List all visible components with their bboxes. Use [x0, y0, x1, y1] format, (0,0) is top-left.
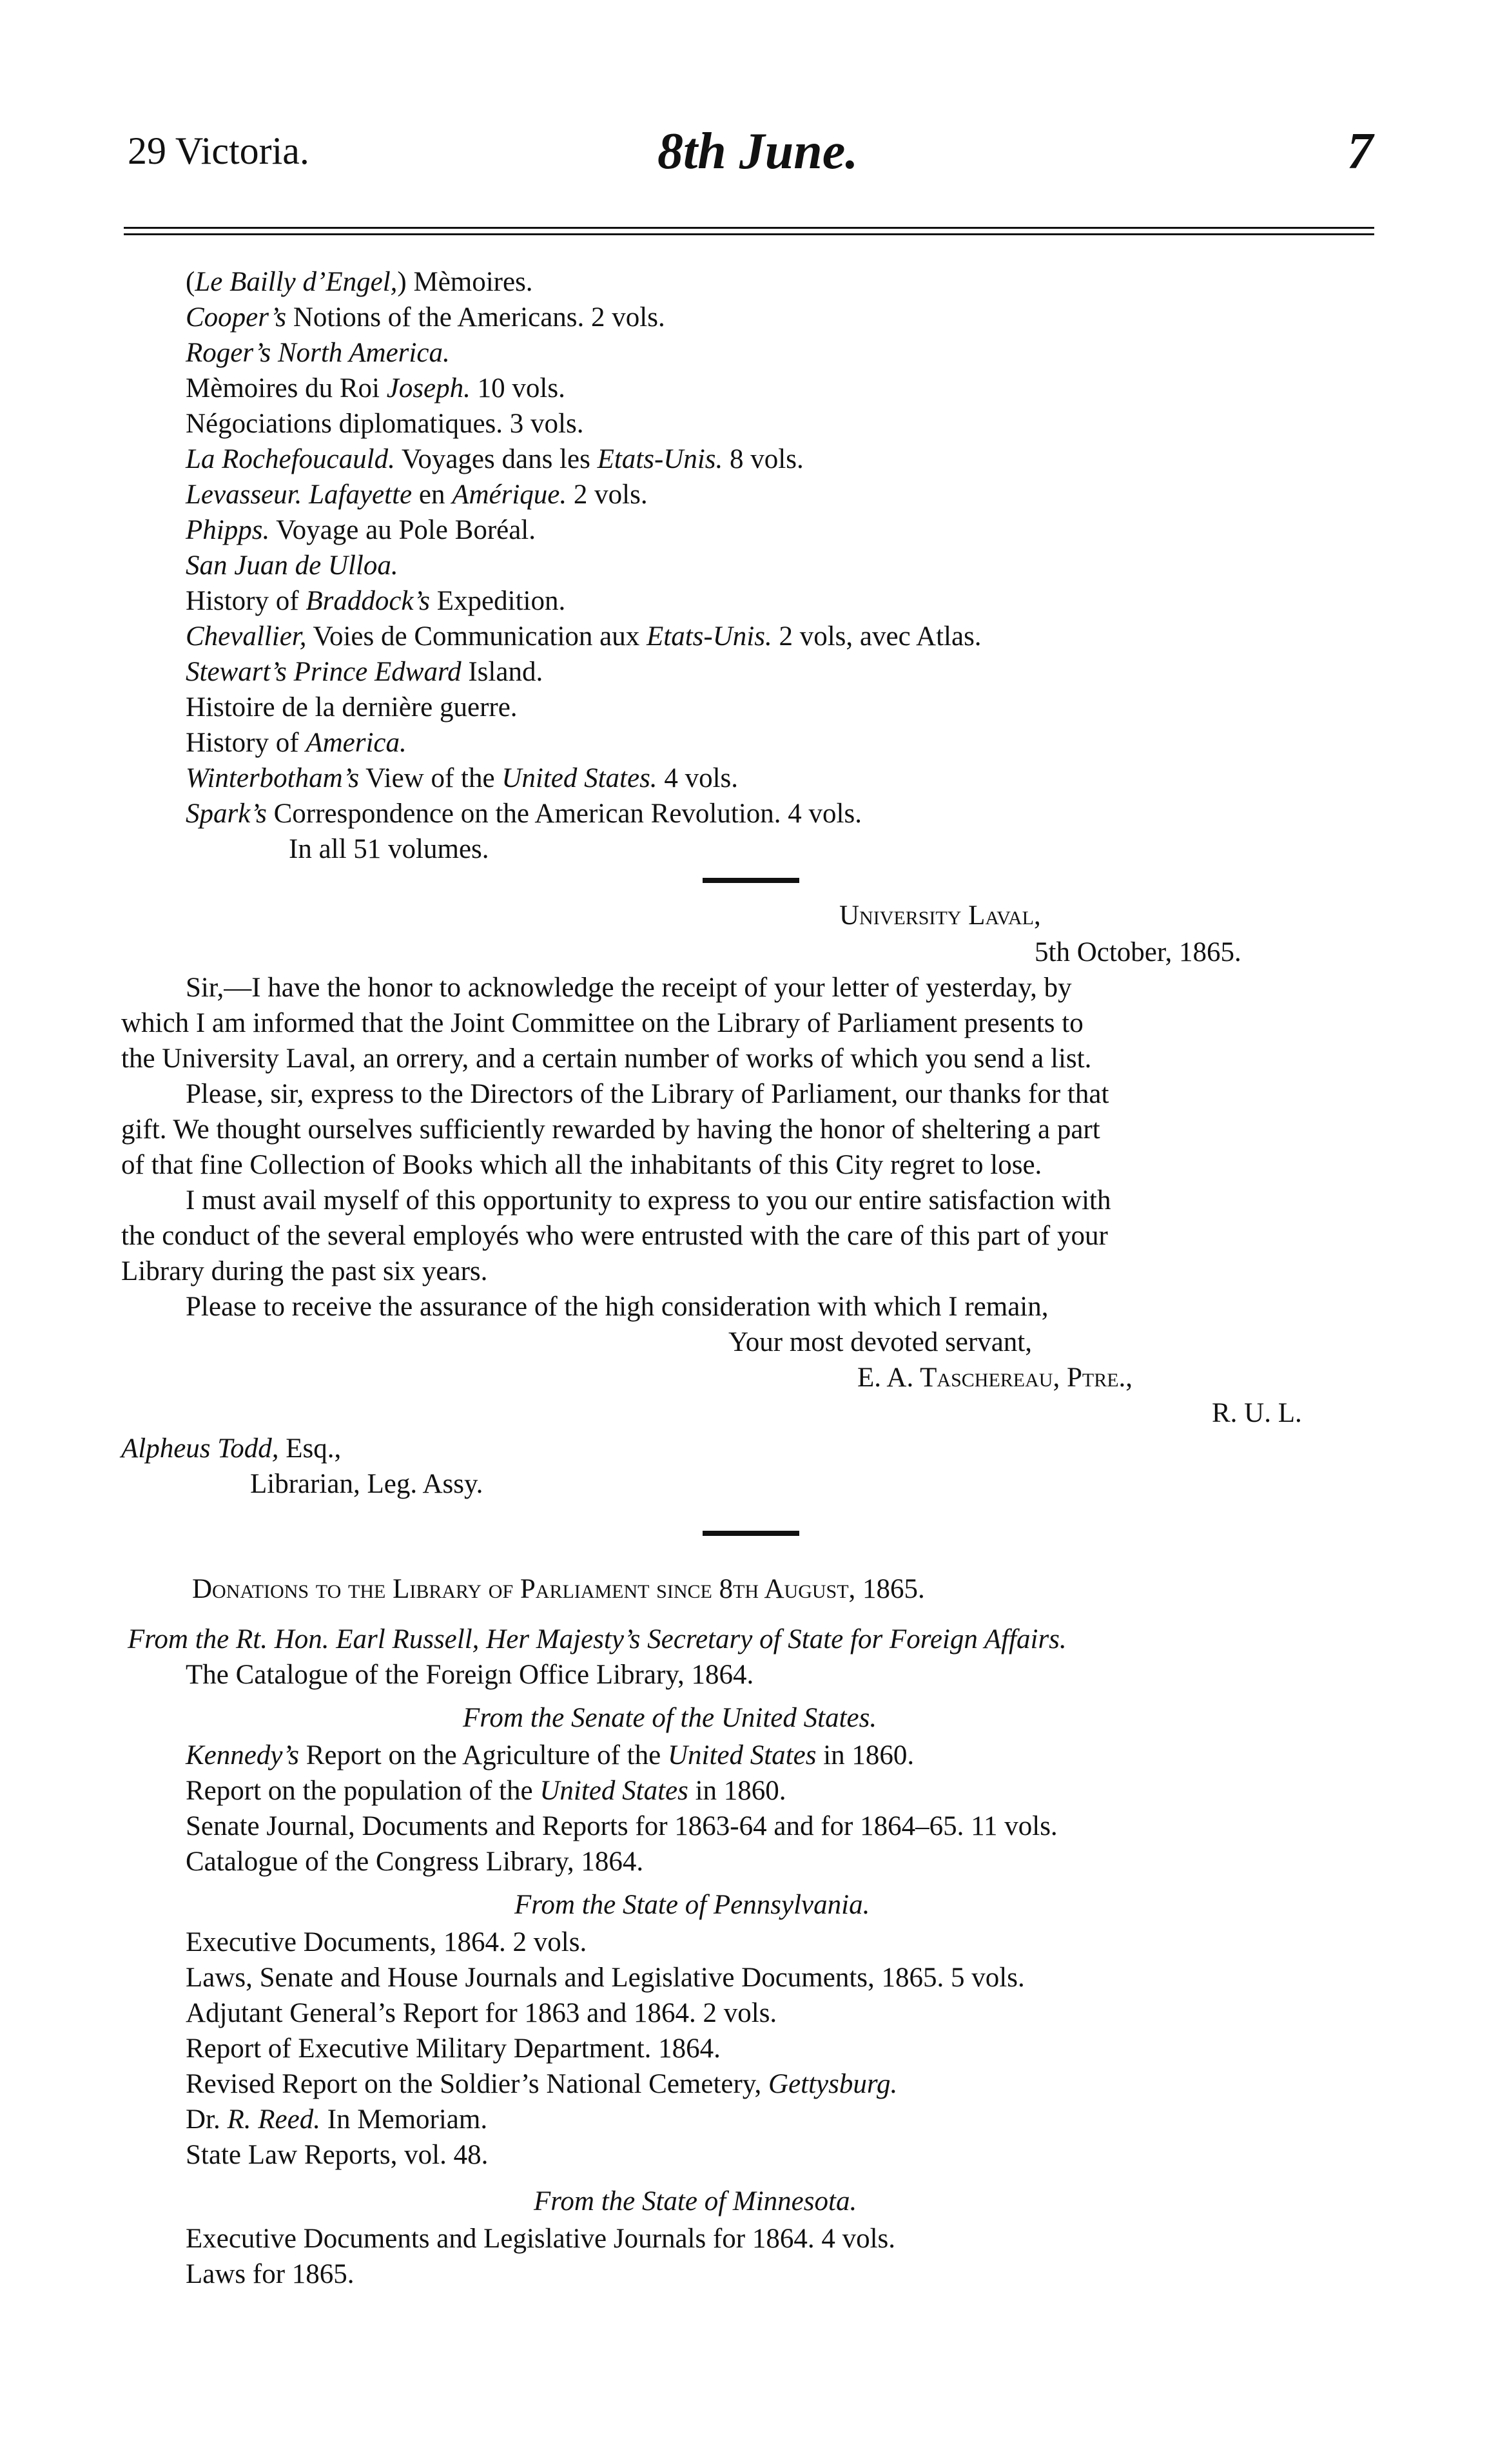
list-item: Roger’s North America.	[186, 338, 450, 368]
donation-item: State Law Reports, vol. 48.	[186, 2140, 489, 2170]
letter-line: Please, sir, express to the Directors of the Library of Parliament, our thanks for that	[186, 1079, 1109, 1109]
donation-item: Senate Journal, Documents and Reports for 1863-64 and for 1864–65. 11 vols.	[186, 1811, 1058, 1841]
letter-line: gift. We thought ourselves sufficiently rewarded by having the honor of sheltering a part	[121, 1114, 1100, 1145]
list-item: Histoire de la dernière guerre.	[186, 692, 518, 723]
letter-line: the conduct of the several employés who were entrusted with the care of this part of your	[121, 1221, 1108, 1251]
donation-item: Kennedy’s Report on the Agriculture of the United States in 1860.	[186, 1740, 915, 1770]
list-item: Mèmoires du Roi Joseph. 10 vols.	[186, 373, 565, 403]
donor-heading: From the State of Pennsylvania.	[514, 1890, 870, 1920]
list-item: (Le Bailly d’Engel,) Mèmoires.	[186, 267, 533, 297]
addressee-role: Librarian, Leg. Assy.	[250, 1469, 483, 1499]
letter-line: Please to receive the assurance of the high consideration with which I remain,	[186, 1292, 1049, 1322]
section-divider	[703, 878, 799, 883]
letter-line: Sir,—I have the honor to acknowledge the receipt of your letter of yesterday, by	[186, 973, 1072, 1003]
list-item: Phipps. Voyage au Pole Boréal.	[186, 515, 536, 545]
donor-heading: From the State of Minnesota.	[534, 2186, 857, 2217]
list-item: Stewart’s Prince Edward Island.	[186, 657, 543, 687]
letter-title: R. U. L.	[1212, 1398, 1302, 1428]
list-item: Cooper’s Notions of the Americans. 2 vols.	[186, 302, 665, 333]
date-heading: 8th June.	[657, 123, 859, 180]
letter-line: Library during the past six years.	[121, 1256, 488, 1286]
donation-item: Catalogue of the Congress Library, 1864.	[186, 1847, 644, 1877]
addressee: Alpheus Todd, Esq.,	[121, 1433, 342, 1464]
letter-line: which I am informed that the Joint Committee on the Library of Parliament presents to	[121, 1008, 1084, 1038]
donation-item: Executive Documents and Legislative Journals for 1864. 4 vols.	[186, 2224, 896, 2254]
letter-date: 5th October, 1865.	[1035, 937, 1241, 967]
header-rule-top	[124, 227, 1374, 229]
list-item: Levasseur. Lafayette en Amérique. 2 vols.	[186, 480, 648, 510]
header-rule-bottom	[124, 233, 1374, 235]
donation-item: Executive Documents, 1864. 2 vols.	[186, 1927, 587, 1957]
list-item: Négociations diplomatiques. 3 vols.	[186, 409, 584, 439]
donation-item: Adjutant General’s Report for 1863 and 1864. 2 vols.	[186, 1998, 777, 2028]
letter-place: University Laval,	[839, 900, 1041, 931]
letter-line: of that fine Collection of Books which all the inhabitants of this City regret to lose.	[121, 1150, 1042, 1180]
donation-item: Report on the population of the United States in 1860.	[186, 1776, 786, 1806]
session-label: 29 Victoria.	[128, 130, 309, 172]
letter-signature: E. A. Taschereau, Ptre.,	[857, 1363, 1133, 1393]
list-item: Chevallier, Voies de Communication aux Etats-Unis. 2 vols, avec Atlas.	[186, 621, 982, 652]
donor-heading: From the Senate of the United States.	[463, 1703, 877, 1733]
list-item: Winterbotham’s View of the United States. 4 vols.	[186, 763, 738, 793]
donation-item: The Catalogue of the Foreign Office Library, 1864.	[186, 1660, 754, 1690]
donation-item: Laws for 1865.	[186, 2259, 355, 2289]
donation-item: Dr. R. Reed. In Memoriam.	[186, 2104, 488, 2135]
donations-heading: Donations to the Library of Parliament since 8th August, 1865.	[192, 1574, 925, 1604]
list-item: San Juan de Ulloa.	[186, 550, 398, 581]
letter-line: the University Laval, an orrery, and a certain number of works of which you send a list.	[121, 1043, 1092, 1074]
page-number: 7	[1347, 123, 1373, 180]
donation-item: Report of Executive Military Department. 1864.	[186, 2033, 721, 2064]
letter-closing: Your most devoted servant,	[728, 1327, 1032, 1357]
volume-total: In all 51 volumes.	[289, 834, 489, 864]
list-item: La Rochefoucauld. Voyages dans les Etats-Unis. 8 vols.	[186, 444, 804, 474]
list-item: Spark’s Correspondence on the American Revolution. 4 vols.	[186, 799, 862, 829]
donation-item: Revised Report on the Soldier’s National Cemetery, Gettysburg.	[186, 2069, 898, 2099]
list-item: History of Braddock’s Expedition.	[186, 586, 566, 616]
donation-item: Laws, Senate and House Journals and Legislative Documents, 1865. 5 vols.	[186, 1963, 1025, 1993]
list-item: History of America.	[186, 728, 407, 758]
letter-line: I must avail myself of this opportunity to express to you our entire satisfaction with	[186, 1185, 1111, 1216]
section-divider	[703, 1531, 799, 1536]
donor-heading: From the Rt. Hon. Earl Russell, Her Majesty’s Secretary of State for Foreign Affairs.	[128, 1624, 1067, 1654]
